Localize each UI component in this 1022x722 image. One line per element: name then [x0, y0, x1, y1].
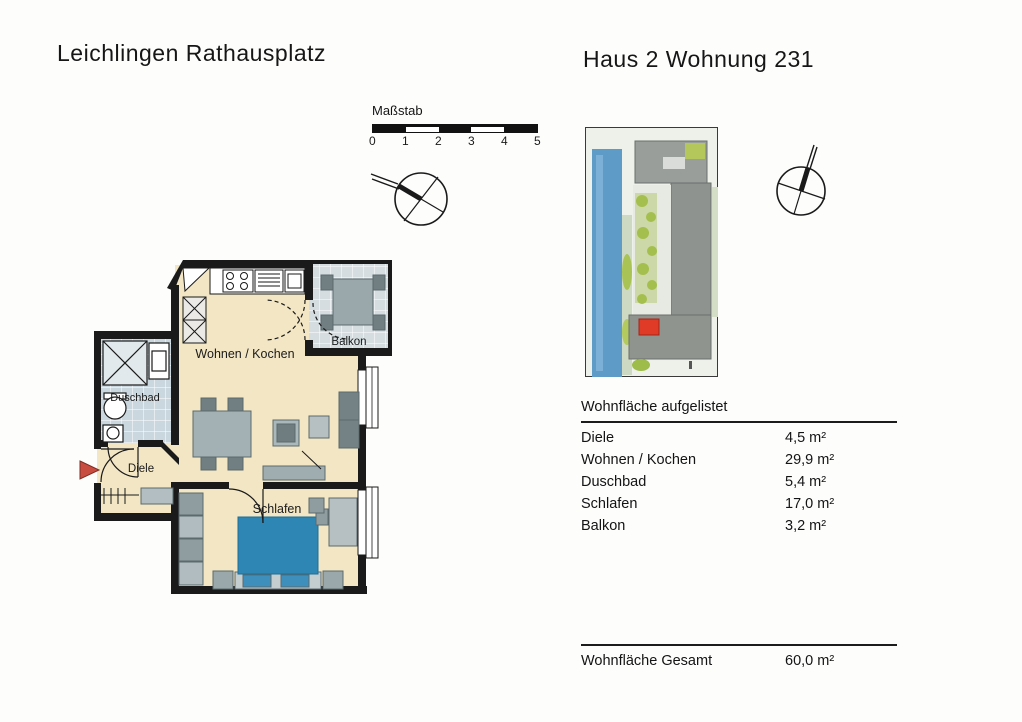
- table-row: [581, 430, 897, 452]
- room-name: Balkon: [581, 518, 626, 534]
- scale-segment: [439, 127, 472, 132]
- shoe-cabinet: [141, 488, 173, 504]
- room-label-bath: Duschbad: [110, 392, 160, 404]
- tv-sideboard: [263, 466, 325, 480]
- scale-tick: 1: [402, 134, 409, 148]
- apartment-title: Haus 2 Wohnung 231: [583, 46, 815, 72]
- room-name: Wohnen / Kochen: [581, 452, 697, 468]
- nightstand: [323, 571, 343, 589]
- scale-segment: [373, 127, 406, 132]
- room-label-living: Wohnen / Kochen: [195, 347, 295, 361]
- room-name: Diele: [581, 430, 615, 446]
- armchair: [309, 416, 329, 438]
- scale-segment: [471, 127, 504, 132]
- scale-segment: [504, 127, 537, 132]
- desk: [329, 498, 357, 546]
- room-label-balcony: Balkon: [331, 336, 367, 348]
- room-name: Duschbad: [581, 474, 647, 490]
- scale-segment: [406, 127, 439, 132]
- table-row: [581, 496, 897, 518]
- wardrobe: [179, 539, 203, 561]
- area-table: [581, 399, 897, 675]
- north-arrow-siteplan-icon: [762, 142, 847, 232]
- total-label: Wohnfläche Gesamt: [581, 653, 713, 669]
- table-total-row: [581, 653, 897, 675]
- entrance-arrow-icon: [80, 461, 99, 479]
- scale-bar-segments: [372, 124, 538, 133]
- wardrobe: [179, 562, 203, 585]
- room-area: 5,4 m²: [785, 474, 827, 490]
- room-label-bedroom: Schlafen: [252, 502, 302, 516]
- table-rule-top: [581, 421, 897, 423]
- wardrobe: [179, 493, 203, 515]
- building-east: [671, 183, 711, 315]
- scale-tick: 0: [369, 134, 376, 148]
- room-area: 29,9 m²: [785, 452, 835, 468]
- room-name: Schlafen: [581, 496, 638, 512]
- room-label-hall: Diele: [127, 463, 155, 475]
- pillow: [243, 575, 271, 587]
- site-plan-image: [585, 127, 718, 377]
- project-title: Leichlingen Rathausplatz: [57, 40, 327, 66]
- nightstand: [213, 571, 233, 589]
- apartment-location-marker: [639, 319, 659, 335]
- table-row: [581, 452, 897, 474]
- sink: [255, 270, 283, 292]
- scale-bar-ticks: [369, 134, 552, 148]
- bed: [238, 517, 318, 574]
- room-area: 3,2 m²: [785, 518, 827, 534]
- table-rule-bottom: [581, 644, 897, 646]
- north-arrow-floorplan-icon: [368, 158, 453, 238]
- scale-tick: 5: [534, 134, 541, 148]
- wardrobe: [179, 516, 203, 538]
- scale-tick: 2: [435, 134, 442, 148]
- table-row: [581, 474, 897, 496]
- room-area: 17,0 m²: [785, 496, 835, 512]
- area-table-title: Wohnfläche aufgelistet: [581, 399, 728, 415]
- room-area: 4,5 m²: [785, 430, 827, 446]
- scale-tick: 4: [501, 134, 508, 148]
- scale-bar-label: Maßstab: [372, 103, 423, 118]
- dining-table: [193, 411, 251, 457]
- scale-tick: 3: [468, 134, 475, 148]
- pillow: [281, 575, 309, 587]
- balcony-table: [333, 279, 373, 325]
- scale-bar: [369, 103, 552, 148]
- table-row: [581, 518, 897, 540]
- floor-plan-drawing: [77, 255, 395, 600]
- total-area: 60,0 m²: [785, 653, 835, 669]
